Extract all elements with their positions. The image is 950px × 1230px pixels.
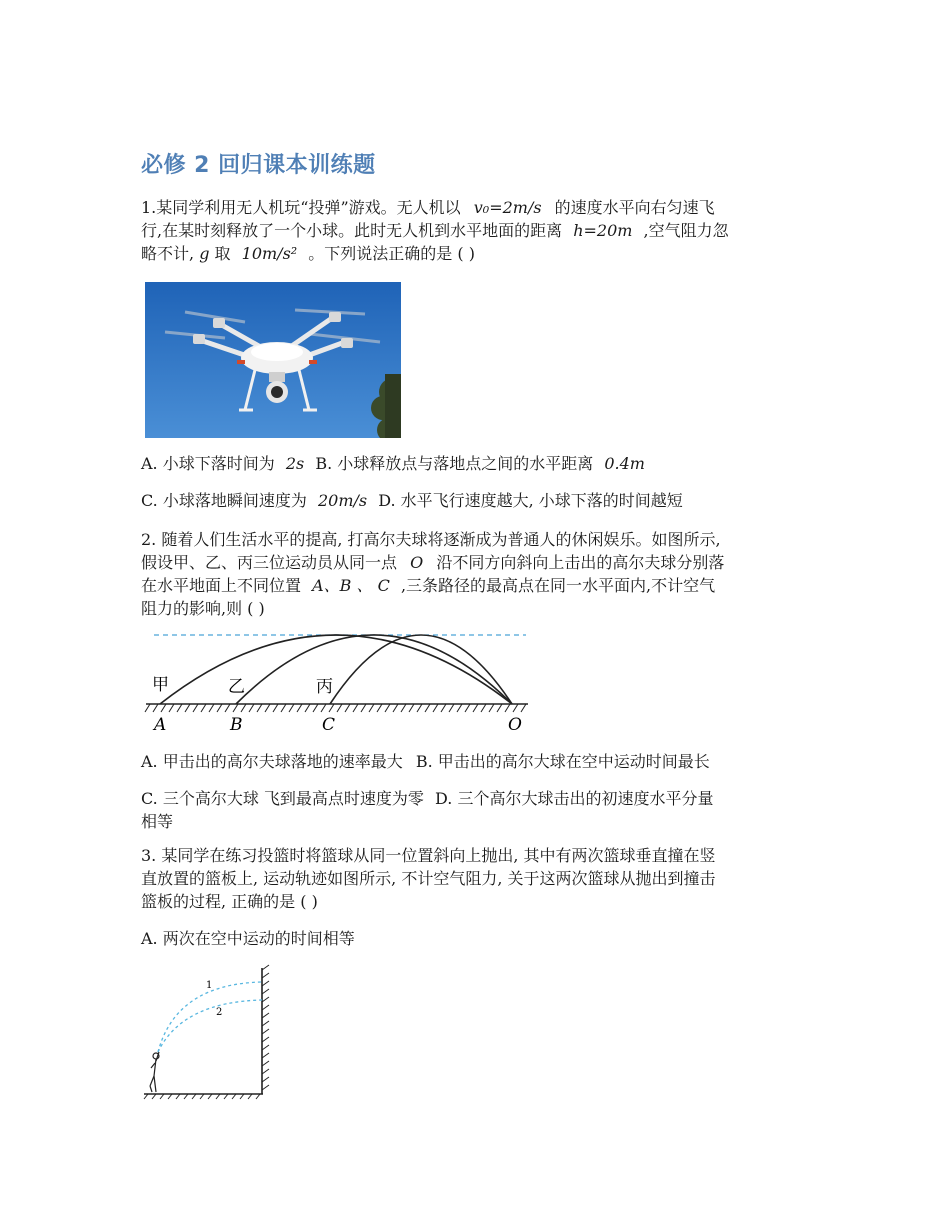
q2-option-d: D. 三个高尔大球击出的初速度水平分量 xyxy=(435,789,714,808)
label-path-1: 1 xyxy=(206,980,213,991)
q2-text: ,三条路径的最高点在同一水平面内,不计空气 xyxy=(400,576,716,595)
q3-line1: 3. 某同学在练习投篮时将篮球从同一位置斜向上抛出, 其中有两次篮球垂直撞在竖 xyxy=(141,846,716,865)
q1-v0: v₀=2m/s xyxy=(473,198,542,217)
drone-photo xyxy=(145,282,401,438)
q1-h: h=20m xyxy=(573,221,633,240)
wall-hatching xyxy=(262,965,269,1090)
q2-point-o: O xyxy=(410,553,424,572)
q2-options-ab xyxy=(141,750,811,773)
label-bing: 丙 xyxy=(316,677,333,697)
q1-option-c: C. 小球落地瞬间速度为 xyxy=(141,491,307,510)
q3-option-a: A. 两次在空中运动的时间相等 xyxy=(141,929,355,948)
label-A: A xyxy=(154,715,167,735)
q2-text: 在水平地面上不同位置 xyxy=(141,576,302,595)
q1-option-a: A. 小球下落时间为 xyxy=(141,454,275,473)
basketball-trajectory-diagram xyxy=(142,964,277,1100)
q2-text: 假设甲、乙、丙三位运动员从同一点 xyxy=(141,553,398,572)
q2-text: 沿不同方向斜向上击出的高尔夫球分别落 xyxy=(436,553,725,572)
q1-stem xyxy=(141,196,811,265)
trajectory-bing xyxy=(330,635,512,704)
q2-line4: 阻力的影响,则 ( ) xyxy=(141,599,265,618)
q1-options-cd xyxy=(141,489,811,512)
player-figure-icon xyxy=(150,1052,159,1092)
q1-option-b: B. 小球释放点与落地点之间的水平距离 xyxy=(315,454,594,473)
q1-line1 xyxy=(141,196,811,219)
q1-option-d: D. 水平飞行速度越大, 小球下落的时间越短 xyxy=(378,491,683,510)
label-O: O xyxy=(508,715,522,735)
q3-line2: 直放置的篮板上, 运动轨迹如图所示, 不计空气阻力, 关于这两次篮球从抛出到撞击 xyxy=(141,869,716,888)
trajectory-2 xyxy=(158,1000,262,1052)
label-path-2: 2 xyxy=(216,1007,223,1018)
label-C: C xyxy=(322,715,336,735)
q1-text: 略不计, xyxy=(141,244,195,263)
ground-hatching xyxy=(145,704,526,712)
trajectory-yi xyxy=(236,635,512,704)
q1-g-value: 10m/s² xyxy=(241,244,298,263)
q2-line1: 2. 随着人们生活水平的提高, 打高尔夫球将逐渐成为普通人的休闲娱乐。如图所示, xyxy=(141,530,721,549)
q1-option-a-value: 2s xyxy=(285,454,305,473)
q1-g: g xyxy=(199,244,210,263)
q2-stem xyxy=(141,528,811,620)
q1-option-b-value: 0.4m xyxy=(604,454,645,473)
label-yi: 乙 xyxy=(228,677,245,697)
q3-stem xyxy=(141,844,811,913)
q1-text: ,空气阻力忽 xyxy=(643,221,729,240)
q1-line2 xyxy=(141,219,811,242)
page-title: 必修 2 回归课本训练题 xyxy=(141,153,376,178)
trajectory-1 xyxy=(158,982,262,1052)
q1-option-c-value: 20m/s xyxy=(317,491,368,510)
q2-line2 xyxy=(141,551,811,574)
q2-option-a: A. 甲击出的高尔夫球落地的速率最大 xyxy=(141,752,403,771)
label-jia: 甲 xyxy=(152,675,169,695)
q2-option-c: C. 三个高尔大球 飞到最高点时速度为零 xyxy=(141,789,424,808)
q1-line3 xyxy=(141,242,811,265)
q1-text: 的速度水平向右匀速飞 xyxy=(554,198,715,217)
label-B: B xyxy=(230,715,243,735)
q2-options-cd xyxy=(141,787,811,833)
q1-text: 行,在某时刻释放了一个小球。此时无人机到水平地面的距离 xyxy=(141,221,563,240)
q1-options-ab xyxy=(141,452,811,475)
q2-option-d-cont: 相等 xyxy=(141,812,174,831)
q2-points-abc: A、B 、 C xyxy=(312,576,390,595)
trajectory-jia xyxy=(160,635,512,704)
q2-line3 xyxy=(141,574,811,597)
golf-trajectory-diagram xyxy=(142,626,530,738)
q1-text: 取 xyxy=(214,244,231,263)
q3-line3: 篮板的过程, 正确的是 ( ) xyxy=(141,892,318,911)
q1-text: 1.某同学利用无人机玩“投弹”游戏。无人机以 xyxy=(141,198,461,217)
q2-option-b: B. 甲击出的高尔大球在空中运动时间最长 xyxy=(415,752,710,771)
q1-text: 。下列说法正确的是 ( ) xyxy=(308,244,475,263)
